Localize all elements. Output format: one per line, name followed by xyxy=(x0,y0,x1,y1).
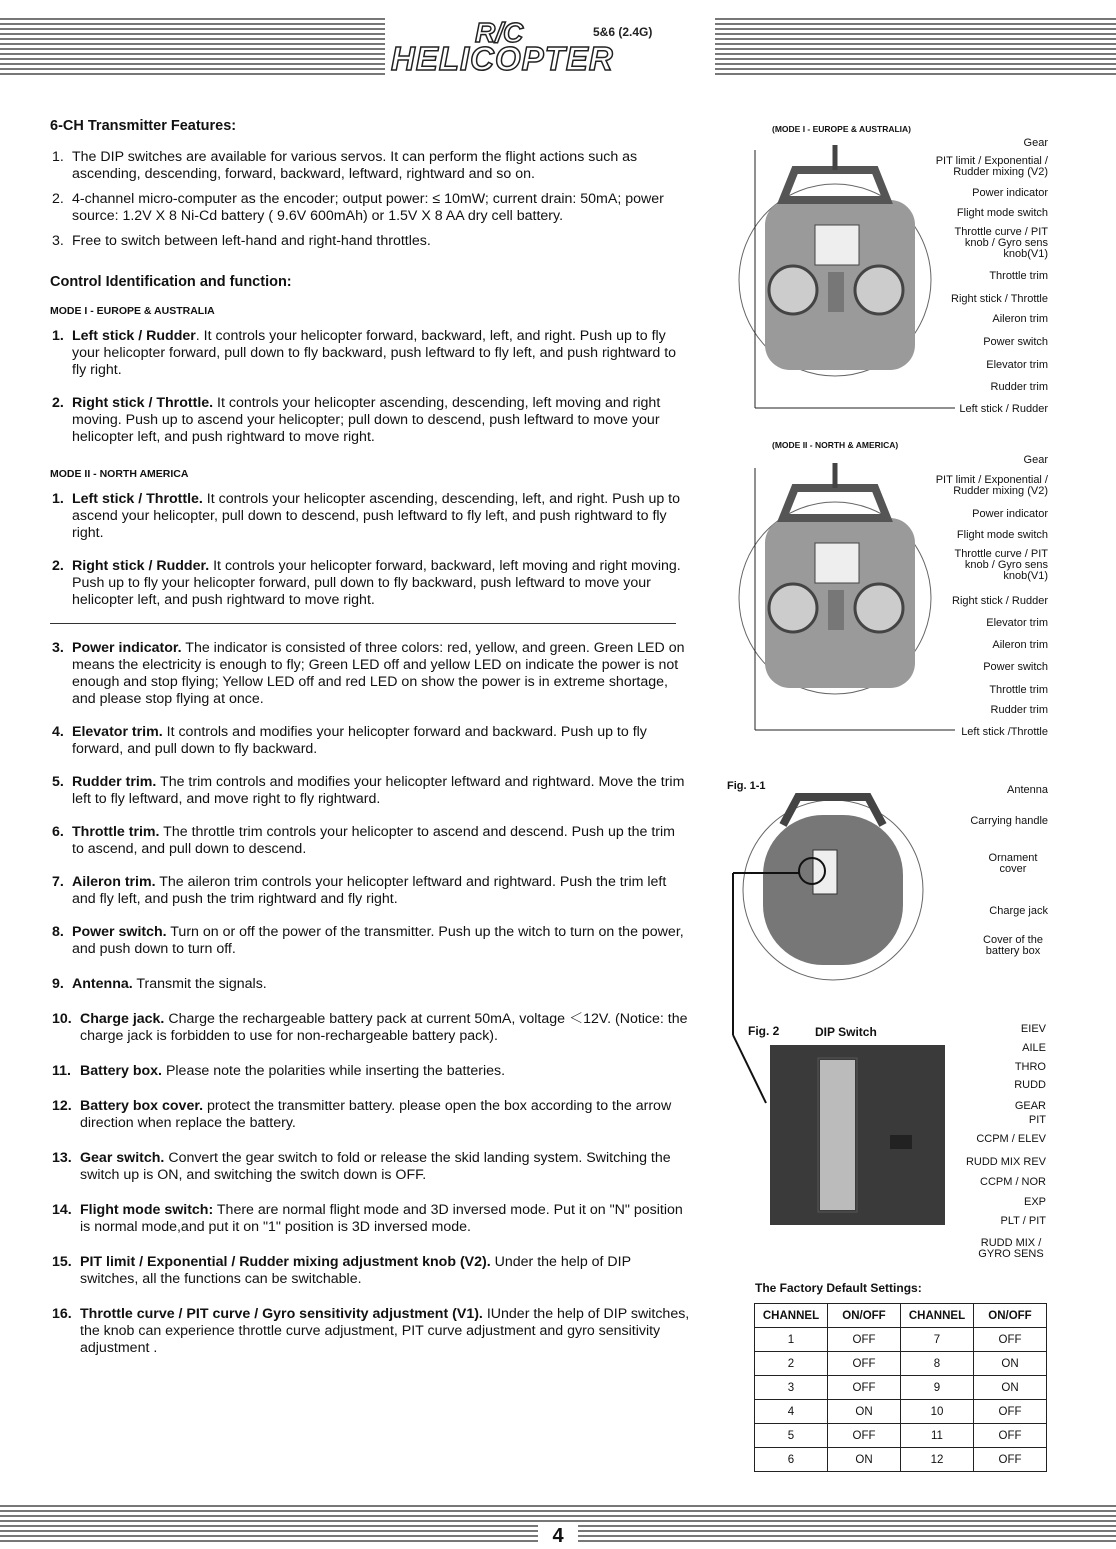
control-item: 3. Power indicator. The indicator is consisted of three colors: red, yellow, and green. Green LED on means the electricity is enough to fly; Green LED off and yellow LED on indicate the power is not enough and stop flying; Yellow LED off and red LED on show the power is in extreme shortage, and please stop flying at once. xyxy=(52,640,685,707)
control-item: 8. Power switch. Turn on or off the power of the transmitter. Push up the witch to turn on the power, and push down to turn off. xyxy=(52,924,684,957)
control-item: 14. Flight mode switch: There are normal flight mode and 3D inversed mode. Put it on "N" position is normal mode,and put it on "1" position is 3D inversed mode. xyxy=(52,1202,683,1235)
diagram1-label: Power switch xyxy=(983,336,1048,348)
fig2-label: EIEV xyxy=(1020,1023,1046,1035)
control-item: 7. Aileron trim. The aileron trim controls your helicopter leftward and rightward. Push the trim left and fly left, and push the trim rightward and fly right. xyxy=(52,874,667,907)
diagram1-label: Gear xyxy=(1023,137,1048,149)
fig2-label: RUDD MIX / GYRO SENS xyxy=(978,1237,1044,1260)
diagram2-caption: (MODE II - NORTH & AMERICA) xyxy=(772,440,899,450)
fig2-label: EXP xyxy=(1023,1196,1046,1208)
logo-graphic xyxy=(385,12,715,78)
fig2-label: RUDD xyxy=(1014,1079,1046,1091)
table-header: CHANNEL xyxy=(901,1304,974,1328)
table-row: 4 ON 10 OFF xyxy=(755,1400,1047,1424)
control-item: 16. Throttle curve / PIT curve / Gyro sensitivity adjustment (V1). IUnder the help of DIP switches, the knob can experience throttle curve adjustment, PIT curve adjustment and gyro sensitivity adjustment . xyxy=(52,1306,690,1356)
fig11-caption: Fig. 1-1 xyxy=(727,780,766,792)
fig11-label: Ornament cover xyxy=(988,852,1038,875)
fig11-label: Cover of the battery box xyxy=(983,934,1043,957)
diagram1-label: Left stick / Rudder xyxy=(959,403,1048,415)
diagram2-label: PIT limit / Exponential / Rudder mixing (V2) xyxy=(935,474,1048,497)
diagram1-label: Rudder trim xyxy=(990,381,1048,393)
features-title: 6-CH Transmitter Features: xyxy=(50,118,237,134)
table-header: ON/OFF xyxy=(974,1304,1047,1328)
control-item: 4. Elevator trim. It controls and modifies your helicopter forward and backward. Push up to fly forward, and pull down to fly backward. xyxy=(52,724,647,757)
control-item: 13. Gear switch. Convert the gear switch to fold or release the skid landing system. Switching the switch up is ON, and switching the switch down is OFF. xyxy=(52,1150,671,1183)
fig2-label: AILE xyxy=(1022,1042,1046,1054)
fig2-label: RUDD MIX REV xyxy=(965,1156,1046,1168)
feature-item: 2. 4-channel micro-computer as the encoder; output power: ≤ 10mW; current drain: 50mA; power source: 1.2V X 8 Ni-Cd battery ( 9.6V 600mAh) or 1.5V X 8 AA dry cell battery. xyxy=(52,191,664,224)
helicopter-logo xyxy=(385,12,715,78)
diagram2-label: Throttle curve / PIT knob / Gyro sens knob(V1) xyxy=(954,548,1048,582)
diagram2-label: Aileron trim xyxy=(992,639,1048,651)
fig11-label: Charge jack xyxy=(989,905,1048,917)
table-row: 6 ON 12 OFF xyxy=(755,1448,1047,1472)
main-text xyxy=(50,118,690,1357)
diagram1-label: Flight mode switch xyxy=(956,207,1048,219)
control-item: 5. Rudder trim. The trim controls and modifies your helicopter leftward and rightward. Move the trim left to fly leftward, and move right to fly rightward. xyxy=(52,774,685,807)
logo-line1: R/C xyxy=(475,17,524,48)
table-row: 3 OFF 9 ON xyxy=(755,1376,1047,1400)
fig11-label: Carrying handle xyxy=(970,815,1048,827)
factory-title: The Factory Default Settings: xyxy=(755,1281,922,1295)
control-item: 15. PIT limit / Exponential / Rudder mixing adjustment knob (V2). Under the help of DIP switches, all the functions can be switchable. xyxy=(52,1254,631,1287)
fig2-label: THRO xyxy=(1014,1061,1046,1073)
diagram2-label: Gear xyxy=(1023,454,1048,466)
mode1-title: MODE I - EUROPE & AUSTRALIA xyxy=(50,305,215,317)
diagram1-label: Right stick / Throttle xyxy=(951,293,1048,305)
control-item: 1. Left stick / Rudder. It controls your helicopter forward, backward, left, and right. Push up to fly your helicopter forward, pull down to fly backward, push leftward to fly left, and push rightward to fly right. xyxy=(52,328,677,378)
diagram1-caption: (MODE I - EUROPE & AUSTRALIA) xyxy=(772,124,911,134)
diagram2-label: Flight mode switch xyxy=(956,529,1048,541)
control-item: 9. Antenna. Transmit the signals. xyxy=(52,976,267,992)
control-item: 11. Battery box. Please note the polarities while inserting the batteries. xyxy=(52,1063,506,1079)
mode2-title: MODE II - NORTH AMERICA xyxy=(50,468,189,480)
diagram1-label: Power indicator xyxy=(972,187,1048,199)
diagram1-label: Throttle curve / PIT knob / Gyro sens knob(V1) xyxy=(954,226,1048,260)
control-item: 12. Battery box cover. protect the transmitter battery. please open the box according to the arrow direction when replace the battery. xyxy=(52,1098,672,1131)
table-header: ON/OFF xyxy=(828,1304,901,1328)
fig2-title: DIP Switch xyxy=(815,1025,877,1039)
diagram2-label: Elevator trim xyxy=(986,617,1048,629)
diagram2-label: Rudder trim xyxy=(990,704,1048,716)
table-row: 5 OFF 11 OFF xyxy=(755,1424,1047,1448)
table-header-row xyxy=(755,1304,1047,1328)
diagram1-label: Throttle trim xyxy=(989,270,1048,282)
control-item: 2. Right stick / Rudder. It controls your helicopter forward, backward, left moving and right moving. Push up to fly your helicopter forward, pull down to fly backward, push leftward to move your helicopter left, and push rightward to move right. xyxy=(52,558,681,608)
diagram2-label: Throttle trim xyxy=(989,684,1048,696)
fig2-label: CCPM / NOR xyxy=(980,1176,1046,1188)
fig2-label: PIT xyxy=(1028,1114,1046,1126)
fig2-label: CCPM / ELEV xyxy=(976,1133,1046,1145)
fig2-label: GEAR xyxy=(1014,1100,1046,1112)
diagram2-label: Left stick /Throttle xyxy=(961,726,1048,738)
dip-switch-photo xyxy=(770,1045,945,1225)
table-row: 1 OFF 7 OFF xyxy=(755,1328,1047,1352)
control-item: 1. Left stick / Throttle. It controls your helicopter ascending, descending, left, and right. Push up to ascend your helicopter, pull down to descend, push leftward to fly left, and push rightward to fly right. xyxy=(52,491,681,541)
table-row: 2 OFF 8 ON xyxy=(755,1352,1047,1376)
diagram1-label: Aileron trim xyxy=(992,313,1048,325)
fig11-label: Antenna xyxy=(1007,784,1048,796)
diagram1-label: PIT limit / Exponential / Rudder mixing (V2) xyxy=(935,155,1048,178)
diagram1-label: Elevator trim xyxy=(986,359,1048,371)
diagram2-label: Power indicator xyxy=(972,508,1048,520)
control-item: 2. Right stick / Throttle. It controls your helicopter ascending, descending, left moving and right moving. Push up to ascend your helicopter; pull down to descend, push leftward to move your helicopter left, and push rightward to move right. xyxy=(52,395,661,445)
diagram2-label: Power switch xyxy=(983,661,1048,673)
logo-line2: HELICOPTER xyxy=(391,40,614,77)
control-title: Control Identification and function: xyxy=(50,274,292,290)
control-item: 10. Charge jack. Charge the rechargeable battery pack at current 50mA, voltage ＜12V. (Notice: the charge jack is forbidden to use for non-rechargeable battery pack). xyxy=(52,1011,688,1044)
table-header: CHANNEL xyxy=(755,1304,828,1328)
feature-item: 3. Free to switch between left-hand and right-hand throttles. xyxy=(52,233,431,249)
fig2-label: PLT / PIT xyxy=(1000,1215,1046,1227)
logo-tag: 5&6 (2.4G) xyxy=(593,25,653,39)
page-number: 4 xyxy=(538,1525,578,1549)
diagram2-label: Right stick / Rudder xyxy=(952,595,1048,607)
factory-default-table xyxy=(754,1303,1047,1472)
fig2-caption: Fig. 2 xyxy=(748,1024,780,1038)
control-item: 6. Throttle trim. The throttle trim controls your helicopter to ascend and descend. Push up the trim to ascend, and pull down to descend. xyxy=(52,824,675,857)
feature-item: 1. The DIP switches are available for various servos. It can perform the flight actions such as ascending, descending, forward, backward, leftward, rightward and so on. xyxy=(52,149,638,182)
